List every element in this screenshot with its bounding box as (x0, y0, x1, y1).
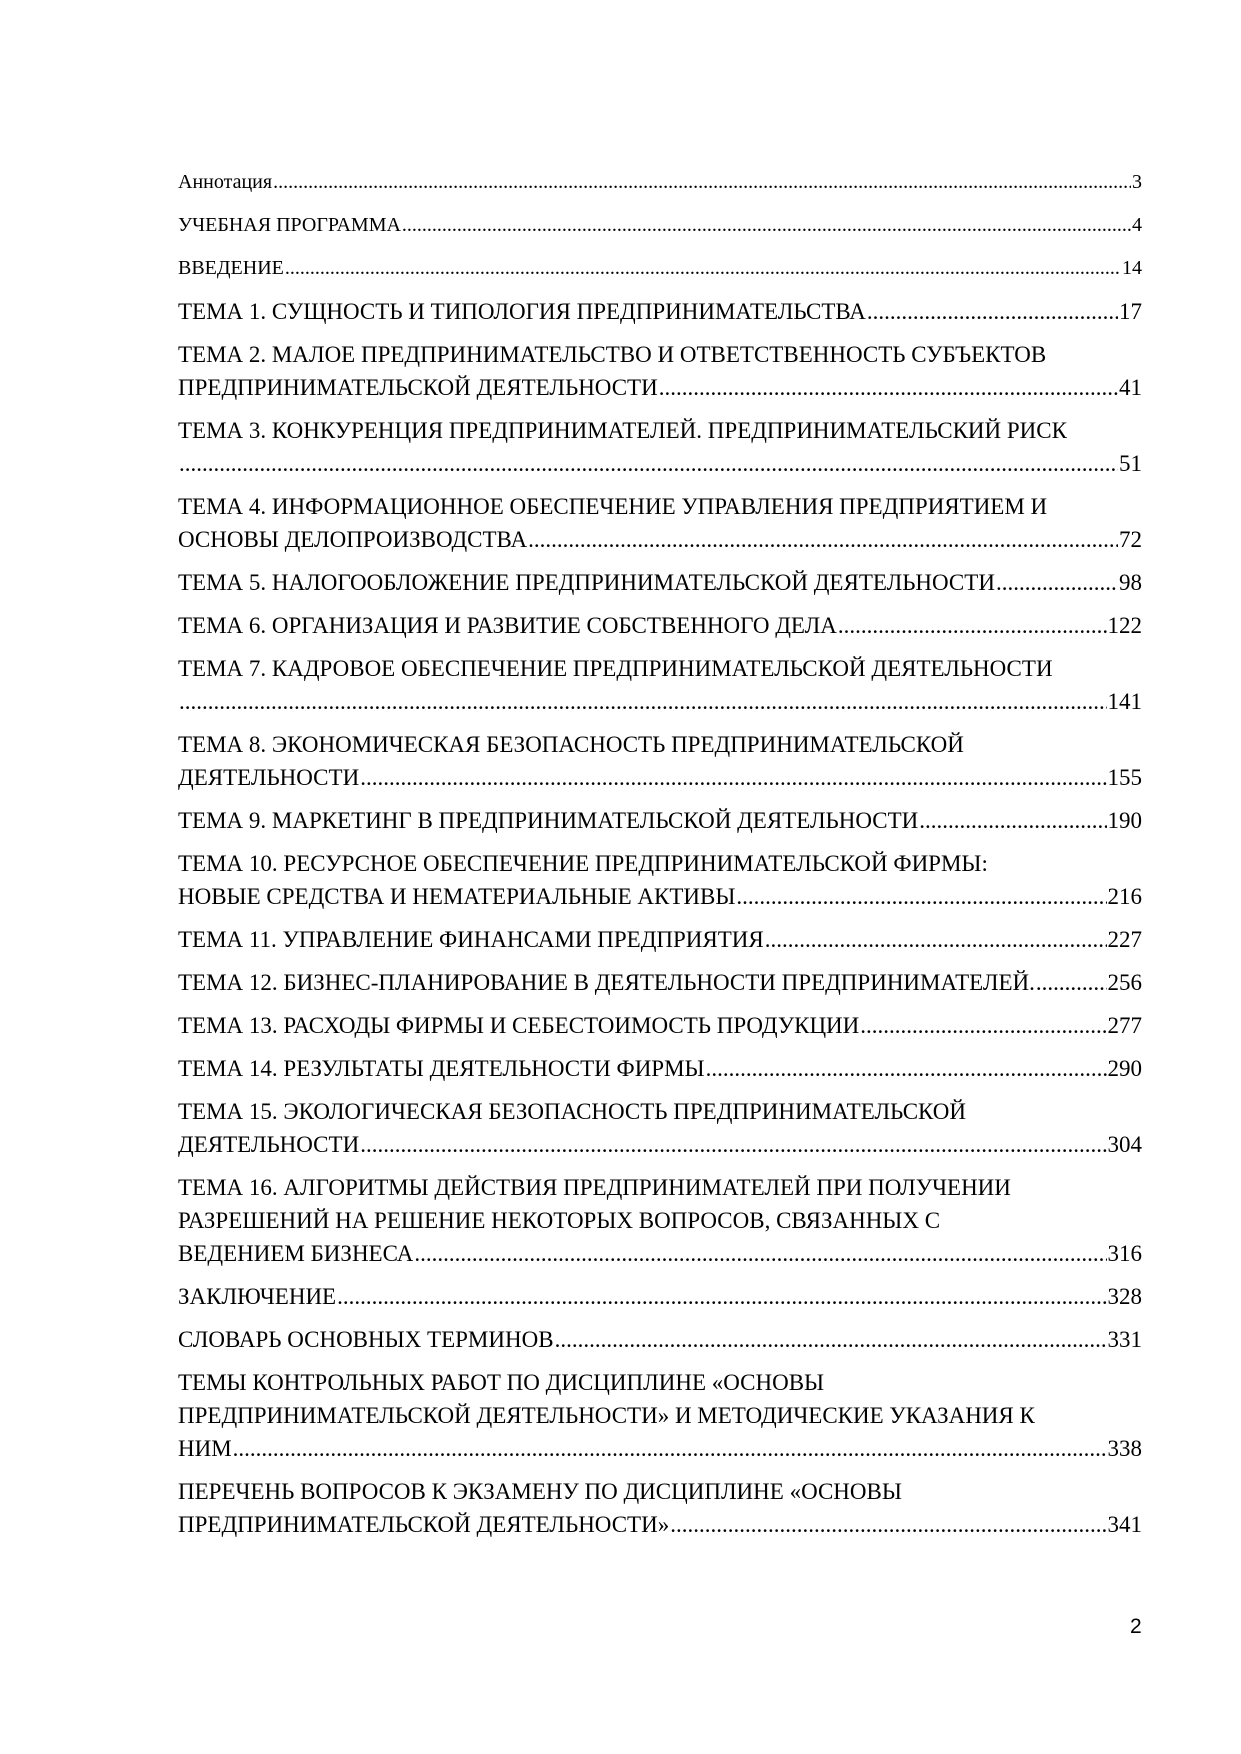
toc-entry-title-tail: Аннотация (178, 171, 273, 193)
toc-entry-page-number: 341 (1107, 1512, 1142, 1537)
toc-entry[interactable] (178, 490, 1142, 556)
dot-leader (1036, 966, 1107, 999)
toc-entry-page-number: 122 (1107, 613, 1142, 638)
toc-entry-page-number: 41 (1119, 375, 1142, 400)
toc-entry-last-line (178, 685, 1142, 718)
toc-entry-title-line: ТЕМА 10. РЕСУРСНОЕ ОБЕСПЕЧЕНИЕ ПРЕДПРИНИМАТЕЛЬСКОЙ ФИРМЫ: (178, 851, 988, 876)
toc-entry-page-number: 72 (1119, 527, 1142, 552)
toc-entry-last-line (178, 609, 1142, 642)
toc-entry-title-tail: ТЕМА 12. БИЗНЕС-ПЛАНИРОВАНИЕ В ДЕЯТЕЛЬНОСТИ ПРЕДПРИНИМАТЕЛЕЙ. (178, 970, 1035, 995)
toc-entry-last-line (178, 566, 1142, 599)
toc-entry[interactable] (178, 1095, 1142, 1161)
toc-entry-last-line (178, 1052, 1142, 1085)
toc-entry[interactable] (178, 1009, 1142, 1042)
toc-entry-title-tail: ВЕДЕНИЕМ БИЗНЕСА (178, 1241, 414, 1266)
toc-entry-page-number: 216 (1107, 884, 1142, 909)
toc-entry-title-tail: ПРЕДПРИНИМАТЕЛЬСКОЙ ДЕЯТЕЛЬНОСТИ (178, 375, 658, 400)
dot-leader (414, 1237, 1106, 1270)
toc-entry[interactable] (178, 652, 1142, 718)
toc-entry-title-line: ТЕМА 7. КАДРОВОЕ ОБЕСПЕЧЕНИЕ ПРЕДПРИНИМАТЕЛЬСКОЙ ДЕЯТЕЛЬНОСТИ (178, 656, 1053, 681)
dot-leader (179, 685, 1107, 718)
toc-entry-page-number: 316 (1107, 1241, 1142, 1266)
toc-entry-page-number: 331 (1107, 1327, 1142, 1352)
toc-entry-last-line (178, 447, 1142, 480)
toc-entry-last-line (178, 923, 1142, 956)
toc-entry-last-line (178, 523, 1142, 556)
toc-entry-title-tail: ТЕМА 13. РАСХОДЫ ФИРМЫ И СЕБЕСТОИМОСТЬ ПРОДУКЦИИ (178, 1013, 860, 1038)
toc-entry-title-tail: ТЕМА 5. НАЛОГООБЛОЖЕНИЕ ПРЕДПРИНИМАТЕЛЬСКОЙ ДЕЯТЕЛЬНОСТИ (178, 570, 995, 595)
dot-leader (867, 295, 1118, 328)
dot-leader (860, 1009, 1106, 1042)
toc-entry-last-line (178, 166, 1142, 199)
dot-leader (555, 1323, 1107, 1356)
toc-entry[interactable] (178, 414, 1142, 480)
toc-entry[interactable] (178, 209, 1142, 242)
toc-entry[interactable] (178, 966, 1142, 999)
toc-entry-last-line (178, 761, 1142, 794)
toc-entry-last-line (178, 1009, 1142, 1042)
toc-entry-page-number: 304 (1107, 1132, 1142, 1157)
toc-entry-last-line (178, 804, 1142, 837)
toc-entry-last-line (178, 1237, 1142, 1270)
toc-entry-page-number: 227 (1107, 927, 1142, 952)
toc-entry-title-line: ТЕМЫ КОНТРОЛЬНЫХ РАБОТ ПО ДИСЦИПЛИНЕ «ОСНОВЫ (178, 1370, 825, 1395)
toc-entry[interactable] (178, 728, 1142, 794)
dot-leader (360, 761, 1106, 794)
toc-entry-page-number: 256 (1107, 970, 1142, 995)
toc-entry-title-tail: ТЕМА 6. ОРГАНИЗАЦИЯ И РАЗВИТИЕ СОБСТВЕННОГО ДЕЛА (178, 613, 837, 638)
dot-leader (337, 1280, 1106, 1313)
toc-entry[interactable] (178, 847, 1142, 913)
toc-entry-page-number: 4 (1132, 214, 1142, 236)
toc-entry-page-number: 17 (1119, 299, 1142, 324)
toc-entry-title-tail: НОВЫЕ СРЕДСТВА И НЕМАТЕРИАЛЬНЫЕ АКТИВЫ (178, 884, 736, 909)
toc-entry-page-number: 328 (1107, 1284, 1142, 1309)
toc-entry[interactable] (178, 1171, 1142, 1270)
toc-entry[interactable] (178, 166, 1142, 199)
toc-entry-title-line: ПРЕДПРИНИМАТЕЛЬСКОЙ ДЕЯТЕЛЬНОСТИ» И МЕТОДИЧЕСКИЕ УКАЗАНИЯ К (178, 1403, 1035, 1428)
dot-leader (233, 1432, 1107, 1465)
toc-entry-title-tail: ТЕМА 9. МАРКЕТИНГ В ПРЕДПРИНИМАТЕЛЬСКОЙ ДЕЯТЕЛЬНОСТИ (178, 808, 919, 833)
toc-entry[interactable] (178, 1280, 1142, 1313)
dot-leader (996, 566, 1118, 599)
dot-leader (765, 923, 1107, 956)
toc-entry-title-tail: ТЕМА 11. УПРАВЛЕНИЕ ФИНАНСАМИ ПРЕДПРИЯТИЯ (178, 927, 764, 952)
toc-entry[interactable] (178, 609, 1142, 642)
toc-entry-title-tail: СЛОВАРЬ ОСНОВНЫХ ТЕРМИНОВ (178, 1327, 554, 1352)
toc-entry[interactable] (178, 1475, 1142, 1541)
toc-entry-title-line: ТЕМА 2. МАЛОЕ ПРЕДПРИНИМАТЕЛЬСТВО И ОТВЕТСТВЕННОСТЬ СУБЪЕКТОВ (178, 342, 1047, 367)
toc-entry-last-line (178, 1432, 1142, 1465)
toc-entry[interactable] (178, 295, 1142, 328)
toc-entry-title-tail: ПРЕДПРИНИМАТЕЛЬСКОЙ ДЕЯТЕЛЬНОСТИ» (178, 1512, 670, 1537)
dot-leader (659, 371, 1118, 404)
toc-entry-title-tail: ТЕМА 1. СУЩНОСТЬ И ТИПОЛОГИЯ ПРЕДПРИНИМАТЕЛЬСТВА (178, 299, 866, 324)
toc-entry-last-line (178, 1323, 1142, 1356)
toc-entry-title-line: ТЕМА 8. ЭКОНОМИЧЕСКАЯ БЕЗОПАСНОСТЬ ПРЕДПРИНИМАТЕЛЬСКОЙ (178, 732, 964, 757)
toc-entry-last-line (178, 209, 1142, 242)
toc-entry-title-line: ТЕМА 15. ЭКОЛОГИЧЕСКАЯ БЕЗОПАСНОСТЬ ПРЕДПРИНИМАТЕЛЬСКОЙ (178, 1099, 967, 1124)
dot-leader (402, 209, 1131, 242)
page-number: 2 (1130, 1615, 1142, 1638)
toc-entry-page-number: 51 (1119, 451, 1142, 476)
toc-entry-title-line: ТЕМА 3. КОНКУРЕНЦИЯ ПРЕДПРИНИМАТЕЛЕЙ. ПРЕДПРИНИМАТЕЛЬСКИЙ РИСК (178, 418, 1067, 443)
dot-leader (706, 1052, 1107, 1085)
table-of-contents (178, 166, 1142, 1541)
toc-entry-last-line (178, 966, 1142, 999)
toc-entry[interactable] (178, 1323, 1142, 1356)
dot-leader (285, 252, 1121, 285)
toc-entry-page-number: 155 (1107, 765, 1142, 790)
toc-entry-page-number: 141 (1107, 689, 1142, 714)
toc-entry-page-number: 190 (1107, 808, 1142, 833)
toc-entry-title-tail: ВВЕДЕНИЕ (178, 257, 284, 279)
toc-entry-last-line (178, 295, 1142, 328)
toc-entry[interactable] (178, 566, 1142, 599)
toc-entry[interactable] (178, 252, 1142, 285)
toc-entry-title-line: РАЗРЕШЕНИЙ НА РЕШЕНИЕ НЕКОТОРЫХ ВОПРОСОВ, СВЯЗАННЫХ С (178, 1208, 941, 1233)
toc-entry[interactable] (178, 1366, 1142, 1465)
toc-entry-title-line: ТЕМА 16. АЛГОРИТМЫ ДЕЙСТВИЯ ПРЕДПРИНИМАТЕЛЕЙ ПРИ ПОЛУЧЕНИИ (178, 1175, 1011, 1200)
dot-leader (736, 880, 1106, 913)
dot-leader (838, 609, 1107, 642)
dot-leader (919, 804, 1106, 837)
toc-entry-last-line (178, 1280, 1142, 1313)
toc-entry-last-line (178, 880, 1142, 913)
toc-entry-page-number: 98 (1119, 570, 1142, 595)
toc-entry-page-number: 14 (1122, 257, 1142, 279)
toc-entry-title-tail: ОСНОВЫ ДЕЛОПРОИЗВОДСТВА (178, 527, 528, 552)
toc-entry-title-tail: ТЕМА 14. РЕЗУЛЬТАТЫ ДЕЯТЕЛЬНОСТИ ФИРМЫ (178, 1056, 705, 1081)
toc-entry-title-line: ПЕРЕЧЕНЬ ВОПРОСОВ К ЭКЗАМЕНУ ПО ДИСЦИПЛИНЕ «ОСНОВЫ (178, 1479, 902, 1504)
toc-entry-page-number: 277 (1107, 1013, 1142, 1038)
toc-entry-last-line (178, 1508, 1142, 1541)
toc-entry-last-line (178, 371, 1142, 404)
dot-leader (273, 166, 1131, 199)
toc-entry-title-tail: ЗАКЛЮЧЕНИЕ (178, 1284, 337, 1309)
toc-entry-last-line (178, 252, 1142, 285)
dot-leader (670, 1508, 1106, 1541)
toc-entry-page-number: 338 (1107, 1436, 1142, 1461)
toc-entry-last-line (178, 1128, 1142, 1161)
toc-entry-page-number: 290 (1107, 1056, 1142, 1081)
toc-entry-page-number: 3 (1132, 171, 1142, 193)
toc-entry-title-tail: УЧЕБНАЯ ПРОГРАММА (178, 214, 401, 236)
toc-entry[interactable] (178, 923, 1142, 956)
toc-entry-title-tail: ДЕЯТЕЛЬНОСТИ (178, 765, 360, 790)
dot-leader (528, 523, 1118, 556)
toc-entry-title-tail: ДЕЯТЕЛЬНОСТИ (178, 1132, 360, 1157)
toc-entry[interactable] (178, 1052, 1142, 1085)
toc-entry[interactable] (178, 338, 1142, 404)
toc-entry-title-tail: НИМ (178, 1436, 232, 1461)
toc-entry-title-line: ТЕМА 4. ИНФОРМАЦИОННОЕ ОБЕСПЕЧЕНИЕ УПРАВЛЕНИЯ ПРЕДПРИЯТИЕМ И (178, 494, 1048, 519)
dot-leader (360, 1128, 1106, 1161)
toc-entry[interactable] (178, 804, 1142, 837)
dot-leader (179, 447, 1118, 480)
